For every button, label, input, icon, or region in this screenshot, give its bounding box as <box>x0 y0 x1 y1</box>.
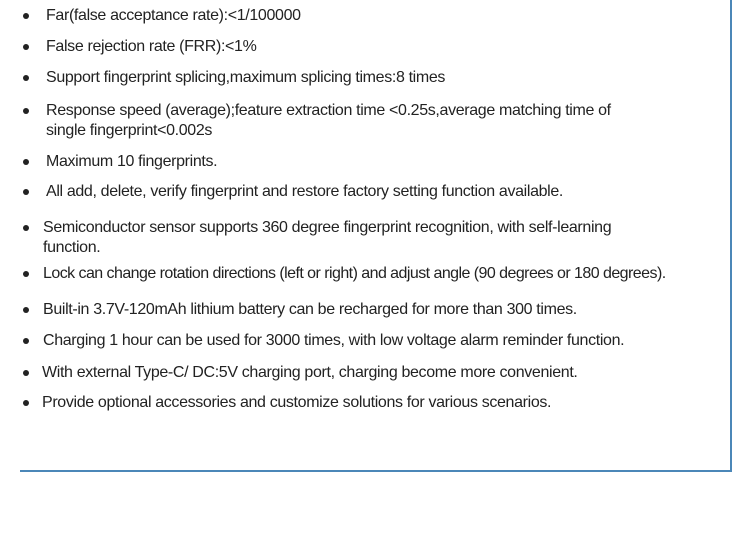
feature-text: False rejection rate (FRR):<1% <box>46 38 257 55</box>
bullet-icon <box>23 159 29 165</box>
bullet-icon <box>23 189 29 195</box>
feature-text: Far(false acceptance rate):<1/100000 <box>46 7 301 24</box>
feature-text: Charging 1 hour can be used for 3000 times, with low voltage alarm reminder function. <box>43 332 625 349</box>
bullet-icon <box>23 108 29 114</box>
feature-text: Response speed (average);feature extraction time <0.25s,average matching time of single fingerprint<0.002s <box>46 102 611 139</box>
bullet-icon <box>23 338 29 344</box>
feature-text: Semiconductor sensor supports 360 degree fingerprint recognition, with self-learning function. <box>43 219 612 256</box>
feature-text: With external Type-C/ DC:5V charging port, charging become more convenient. <box>42 364 578 381</box>
bullet-icon <box>23 225 29 231</box>
bullet-icon <box>23 400 29 406</box>
feature-text: Lock can change rotation directions (left or right) and adjust angle (90 degrees or 180 degrees). <box>43 265 666 282</box>
bullet-icon <box>23 370 29 376</box>
bullet-icon <box>23 13 29 19</box>
feature-text: Built-in 3.7V-120mAh lithium battery can be recharged for more than 300 times. <box>43 301 577 318</box>
bullet-icon <box>23 307 29 313</box>
bullet-icon <box>23 44 29 50</box>
feature-panel <box>20 0 732 472</box>
bullet-icon <box>23 75 29 81</box>
bullet-icon <box>23 271 29 277</box>
feature-text: Maximum 10 fingerprints. <box>46 153 218 170</box>
feature-text: All add, delete, verify fingerprint and restore factory setting function available. <box>46 183 564 200</box>
feature-text: Support fingerprint splicing,maximum splicing times:8 times <box>46 69 446 86</box>
feature-text: Provide optional accessories and customize solutions for various scenarios. <box>42 394 552 411</box>
